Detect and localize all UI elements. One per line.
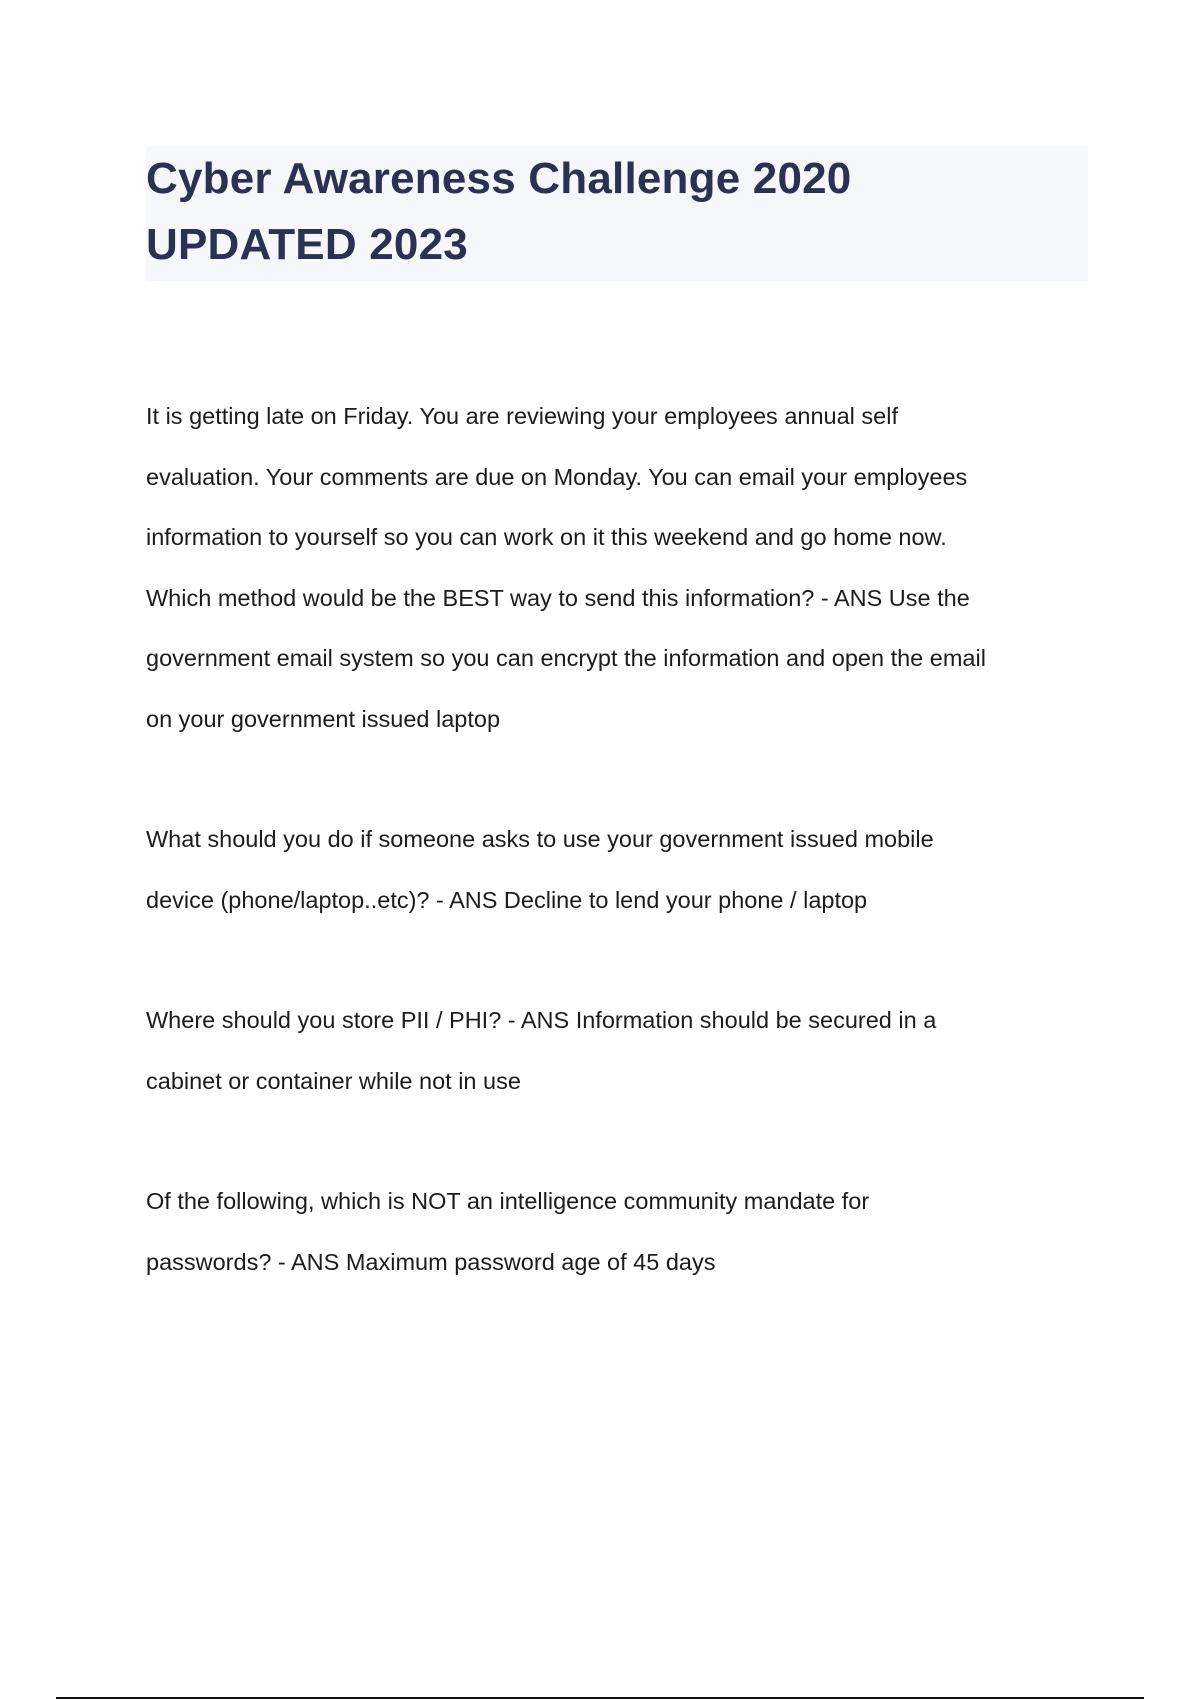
qa-line: cabinet or container while not in use — [146, 1067, 521, 1094]
qa-line: It is getting late on Friday. You are reviewing your employees annual self — [146, 403, 898, 429]
qa-line: Of the following, which is NOT an intelligence community mandate for — [146, 1188, 870, 1214]
qa-line: Where should you store PII / PHI? - ANS Information should be secured in a — [146, 1007, 937, 1033]
title-block — [146, 146, 1088, 281]
qa-line: device (phone/laptop..etc)? - ANS Decline to lend your phone / laptop — [146, 886, 868, 913]
title-line: Cyber Awareness Challenge 2020 — [146, 154, 852, 203]
qa-line: passwords? - ANS Maximum password age of 45 days — [146, 1248, 716, 1275]
bottom-divider — [56, 1697, 1144, 1699]
qa-line: on your government issued laptop — [146, 705, 501, 732]
qa-item-4 — [146, 1171, 1096, 1292]
qa-content — [146, 386, 1096, 1352]
qa-item-2 — [146, 809, 1096, 930]
qa-item-1 — [146, 386, 1096, 749]
qa-line: What should you do if someone asks to use your government issued mobile — [146, 826, 934, 852]
page-title — [146, 146, 1088, 278]
title-line: UPDATED 2023 — [146, 220, 468, 269]
qa-line: government email system so you can encrypt the information and open the email — [146, 645, 986, 671]
qa-line: information to yourself so you can work on it this weekend and go home now. — [146, 524, 947, 550]
qa-line: evaluation. Your comments are due on Monday. You can email your employees — [146, 463, 968, 490]
qa-item-3 — [146, 990, 1096, 1111]
qa-line: Which method would be the BEST way to send this information? - ANS Use the — [146, 584, 970, 611]
